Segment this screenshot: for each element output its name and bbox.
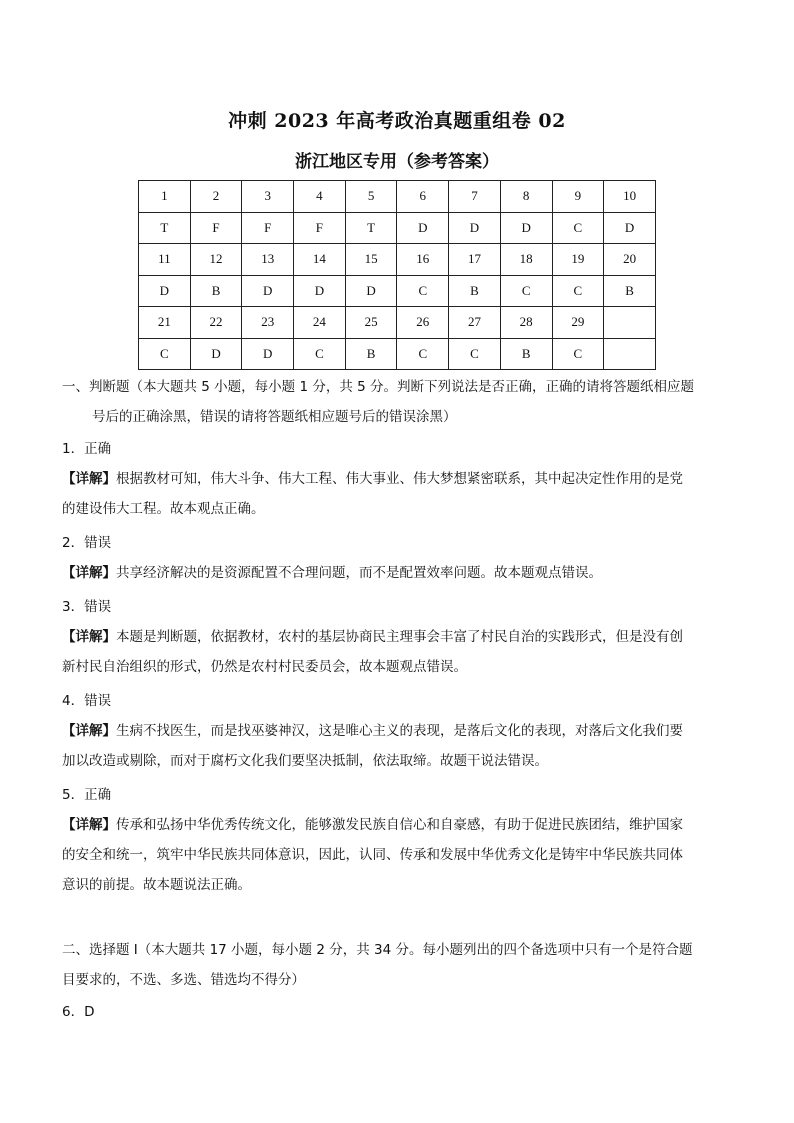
answer-cell: C: [552, 212, 604, 244]
question-number-row: [139, 181, 656, 213]
answer-cell: D: [604, 212, 656, 244]
question-number-cell: 23: [242, 307, 294, 339]
item-2: [62, 528, 732, 588]
answer-row: [139, 275, 656, 307]
item-answer: 4．错误: [62, 693, 112, 709]
answer-row: [139, 212, 656, 244]
question-number-cell: 15: [345, 244, 397, 276]
question-number-cell: 6: [397, 181, 449, 213]
question-number-cell: 12: [190, 244, 242, 276]
answer-cell: T: [139, 212, 191, 244]
answer-table: [138, 180, 656, 370]
question-number-cell: 2: [190, 181, 242, 213]
section2-desc-line1: （本大题共 17 小题，每小题 2 分，共 34 分。每小题列出的四个备选项中只有一个是符合题: [137, 942, 693, 958]
detail-line: 意识的前提。故本题说法正确。: [62, 877, 251, 893]
document-title: 冲刺 2023 年高考政治真题重组卷 02: [228, 110, 566, 132]
item-answer: 1．正确: [62, 441, 112, 457]
item-answer: 2．错误: [62, 535, 112, 551]
detail-tag: 【详解】: [62, 817, 116, 833]
question-number-cell: 4: [294, 181, 346, 213]
answer-cell: C: [500, 275, 552, 307]
answer-cell: B: [449, 275, 501, 307]
question-number-cell: 16: [397, 244, 449, 276]
detail-line: 传承和弘扬中华优秀传统文化，能够激发民族自信心和自豪感，有助于促进民族团结，维护国家: [116, 817, 683, 833]
section1-label: 一、判断题: [62, 379, 130, 395]
question-number-cell: 20: [604, 244, 656, 276]
answer-cell: B: [345, 338, 397, 370]
detail-line: 根据教材可知，伟大斗争、伟大工程、伟大事业、伟大梦想紧密联系，其中起决定性作用的是党: [116, 471, 683, 487]
question-number-cell: 14: [294, 244, 346, 276]
question-number-cell: 26: [397, 307, 449, 339]
detail-line: 本题是判断题，依据教材，农村的基层协商民主理事会丰富了村民自治的实践形式，但是没有创: [116, 629, 683, 645]
answer-cell: C: [397, 275, 449, 307]
detail-line: 加以改造或剔除，而对于腐朽文化我们要坚决抵制，依法取缔。故题干说法错误。: [62, 753, 548, 769]
section2-desc-line2: 目要求的，不选、多选、错选均不得分）: [62, 972, 305, 988]
detail-line: 的建设伟大工程。故本观点正确。: [62, 501, 265, 517]
detail-tag: 【详解】: [62, 565, 116, 581]
item-answer: 5．正确: [62, 787, 112, 803]
item-4: [62, 686, 732, 776]
detail-tag: 【详解】: [62, 723, 116, 739]
question-number-cell: 21: [139, 307, 191, 339]
answer-cell: C: [552, 338, 604, 370]
section1-heading: [62, 372, 732, 432]
question-number-cell: 24: [294, 307, 346, 339]
detail-line: 共享经济解决的是资源配置不合理问题，而不是配置效率问题。故本题观点错误。: [116, 565, 602, 581]
item-6: [62, 997, 732, 1027]
answer-cell: B: [190, 275, 242, 307]
answer-cell: C: [449, 338, 501, 370]
item-answer: 6．D: [62, 1004, 95, 1020]
answer-cell: D: [500, 212, 552, 244]
question-number-cell: 29: [552, 307, 604, 339]
question-number-cell: 11: [139, 244, 191, 276]
question-number-cell: 1: [139, 181, 191, 213]
answer-cell: D: [345, 275, 397, 307]
document-subtitle: 浙江地区专用（参考答案）: [295, 152, 499, 172]
detail-line: 新村民自治组织的形式，仍然是农村村民委员会，故本题观点错误。: [62, 659, 467, 675]
detail-line: 生病不找医生，而是找巫婆神汉，这是唯心主义的表现，是落后文化的表现，对落后文化我们要: [116, 723, 683, 739]
answer-cell: C: [139, 338, 191, 370]
answer-cell: B: [604, 275, 656, 307]
question-number-cell: 5: [345, 181, 397, 213]
question-number-cell: 8: [500, 181, 552, 213]
item-5: [62, 780, 732, 900]
answer-cell: C: [294, 338, 346, 370]
detail-tag: 【详解】: [62, 471, 116, 487]
question-number-cell: 25: [345, 307, 397, 339]
detail-line: 的安全和统一，筑牢中华民族共同体意识，因此，认同、传承和发展中华优秀文化是铸牢中华民族共同体: [62, 847, 683, 863]
answer-cell: F: [294, 212, 346, 244]
answer-cell: F: [242, 212, 294, 244]
question-number-cell: 27: [449, 307, 501, 339]
question-number-cell: [604, 307, 656, 339]
answer-cell: [604, 338, 656, 370]
answer-cell: D: [449, 212, 501, 244]
answer-row: [139, 338, 656, 370]
item-answer: 3．错误: [62, 599, 112, 615]
item-1: [62, 434, 732, 524]
question-number-cell: 3: [242, 181, 294, 213]
question-number-row: [139, 244, 656, 276]
question-number-cell: 17: [449, 244, 501, 276]
item-3: [62, 592, 732, 682]
section1-desc-line2: 号后的正确涂黑，错误的请将答题纸相应题号后的错误涂黑）: [92, 409, 457, 425]
section2-label: 二、选择题 I: [62, 942, 138, 958]
answer-cell: D: [190, 338, 242, 370]
question-number-cell: 22: [190, 307, 242, 339]
question-number-cell: 10: [604, 181, 656, 213]
section1-desc-line1: （本大题共 5 小题，每小题 1 分，共 5 分。判断下列说法是否正确，正确的请将答题纸相应题: [129, 379, 695, 395]
question-number-cell: 13: [242, 244, 294, 276]
question-number-cell: 7: [449, 181, 501, 213]
question-number-row: [139, 307, 656, 339]
question-number-cell: 9: [552, 181, 604, 213]
answer-cell: T: [345, 212, 397, 244]
detail-tag: 【详解】: [62, 629, 116, 645]
question-number-cell: 28: [500, 307, 552, 339]
question-number-cell: 19: [552, 244, 604, 276]
question-number-cell: 18: [500, 244, 552, 276]
answer-cell: B: [500, 338, 552, 370]
answer-cell: D: [242, 275, 294, 307]
answer-cell: C: [397, 338, 449, 370]
answer-cell: C: [552, 275, 604, 307]
answer-cell: D: [294, 275, 346, 307]
answer-cell: D: [242, 338, 294, 370]
answer-cell: F: [190, 212, 242, 244]
section2-heading: [62, 935, 732, 995]
answer-cell: D: [397, 212, 449, 244]
answer-cell: D: [139, 275, 191, 307]
